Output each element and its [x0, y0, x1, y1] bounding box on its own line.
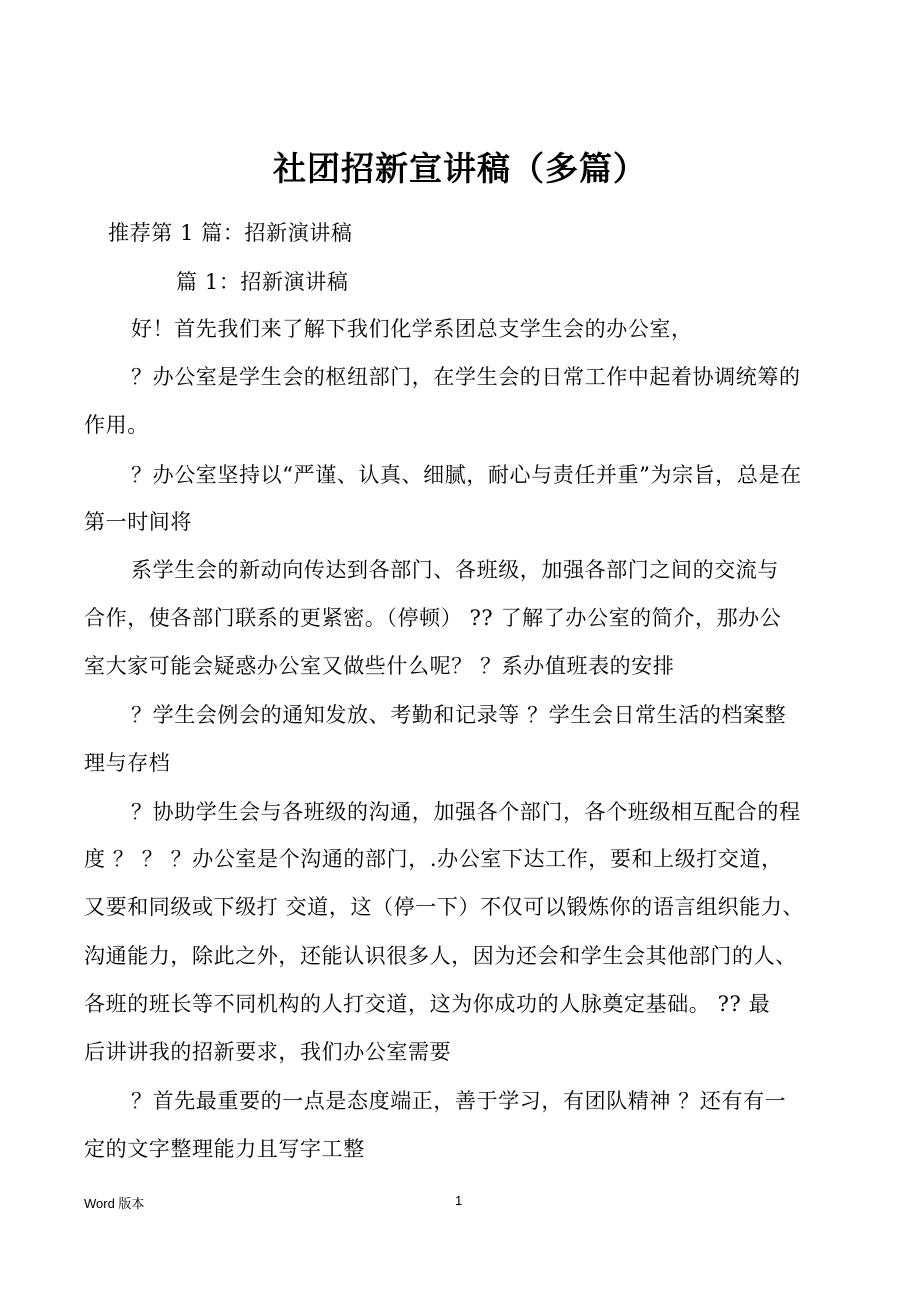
- paragraph-line: 又要和同级或下级打 交道，这（停一下）不仅可以锻炼你的语言组织能力、: [84, 895, 805, 919]
- paragraph-line: ？协助学生会与各班级的沟通，加强各个部门，各个班级相互配合的程: [131, 800, 801, 824]
- document-title: 社团招新宣讲稿（多篇）: [273, 149, 647, 188]
- paragraph-line: 定的文字整理能力且写字工整: [84, 1137, 365, 1161]
- paragraph-line: 各班的班长等不同机构的人打交道，这为你成功的人脉奠定基础。 ?? 最: [84, 992, 771, 1016]
- paragraph-line: ？首先最重要的一点是态度端正，善于学习，有团队精神 ？还有有一: [131, 1089, 787, 1113]
- paragraph-line: 度 ？ ？ ？办公室是个沟通的部门，.办公室下达工作，要和上级打交道，: [84, 847, 783, 871]
- paragraph-line: ？办公室坚持以“严谨、认真、细腻，耐心与责任并重”为宗旨，总是在: [131, 463, 802, 487]
- paragraph-line: 沟通能力，除此之外，还能认识很多人，因为还会和学生会其他部门的人、: [84, 944, 797, 968]
- paragraph-line: 系学生会的新动向传达到各部门、各班级，加强各部门之间的交流与: [131, 558, 779, 582]
- paragraph-line: 理与存档: [84, 751, 171, 775]
- paragraph-line: 作用。: [84, 413, 149, 437]
- subheading-part-1: 篇 1：招新演讲稿: [176, 270, 349, 294]
- paragraph-line: 第一时间将: [84, 510, 192, 534]
- paragraph-line: 合作，使各部门联系的更紧密。（停顿） ?? 了解了办公室的简介，那办公: [84, 606, 782, 630]
- paragraph-line: ？学生会例会的通知发放、考勤和记录等 ？学生会日常生活的档案整: [131, 703, 787, 727]
- footer-label: Word 版本: [84, 1196, 145, 1211]
- page-number: 1: [455, 1193, 463, 1208]
- heading-recommend: 推荐第 1 篇：招新演讲稿: [108, 221, 353, 245]
- paragraph-line: ？办公室是学生会的枢纽部门，在学生会的日常工作中起着协调统筹的: [131, 365, 801, 389]
- paragraph-line: 后讲讲我的招新要求，我们办公室需要: [84, 1040, 452, 1064]
- paragraph-line: 好！首先我们来了解下我们化学系团总支学生会的办公室，: [131, 317, 693, 341]
- paragraph-line: 室大家可能会疑惑办公室又做些什么呢？ ？系办值班表的安排: [84, 654, 675, 678]
